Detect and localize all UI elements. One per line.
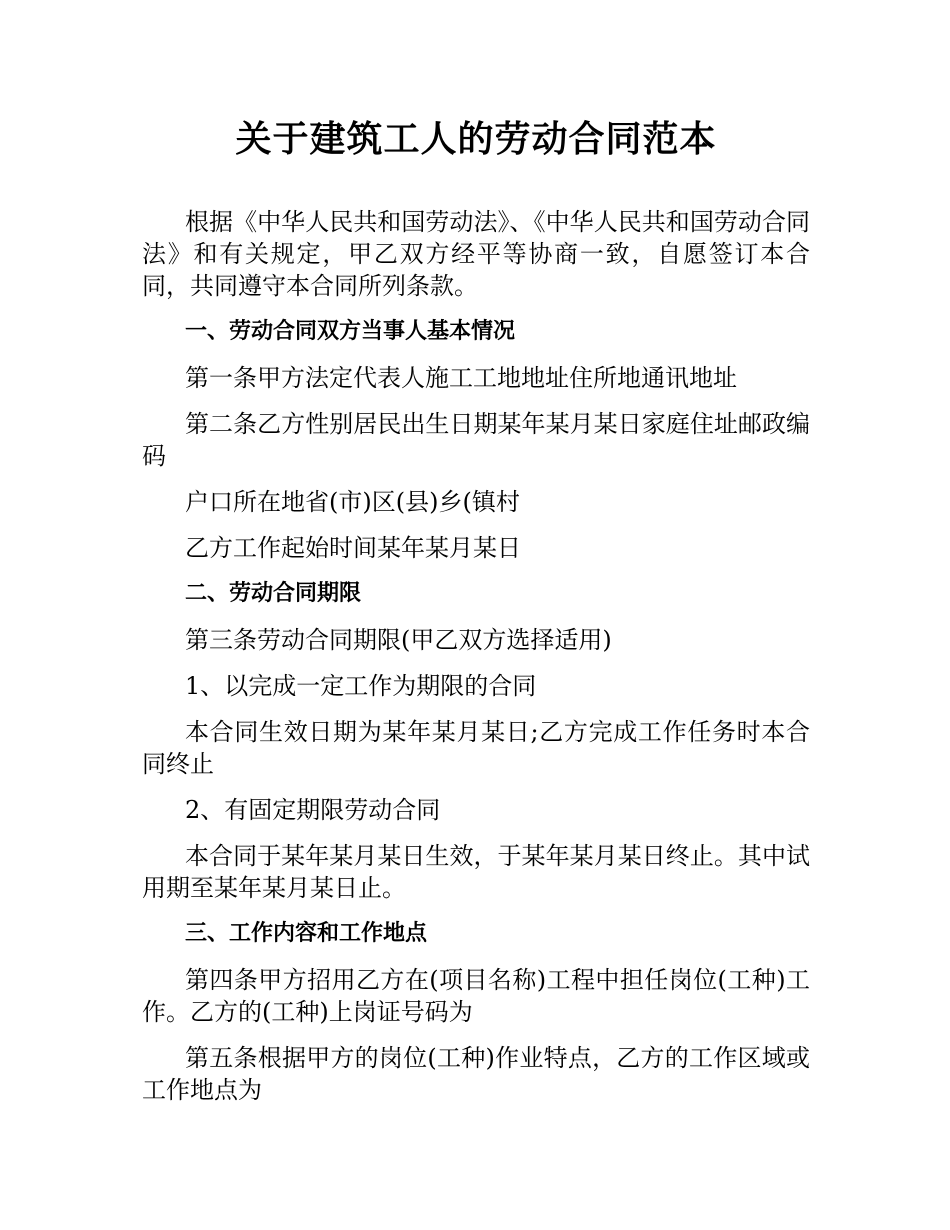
paragraph-article-3: 第三条劳动合同期限(甲乙双方选择适用) <box>185 626 612 654</box>
paragraph-option-2: 2、有固定期限劳动合同 <box>185 796 441 824</box>
paragraph-article-1: 第一条甲方法定代表人施工工地地址住所地通讯地址 <box>185 364 737 392</box>
paragraph-option-1-detail: 本合同生效日期为某年某月某日;乙方完成工作任务时本合同终止 <box>142 718 810 778</box>
section-heading-1: 一、劳动合同双方当事人基本情况 <box>185 319 516 344</box>
paragraph-article-4: 第四条甲方招用乙方在(项目名称)工程中担任岗位(工种)工作。乙方的(工种)上岗证号码为 <box>142 966 810 1026</box>
paragraph-article-5: 第五条根据甲方的岗位(工种)作业特点，乙方的工作区域或工作地点为 <box>142 1044 810 1104</box>
paragraph-preamble: 根据《中华人民共和国劳动法》、《中华人民共和国劳动合同法》和有关规定，甲乙双方经平等协商一致，自愿签订本合同，共同遵守本合同所列条款。 <box>142 208 810 300</box>
document-page <box>142 112 810 1120</box>
paragraph-option-1: 1、以完成一定工作为期限的合同 <box>185 672 537 700</box>
document-title: 关于建筑工人的劳动合同范本 <box>235 119 717 160</box>
paragraph-start-date: 乙方工作起始时间某年某月某日 <box>185 534 521 562</box>
paragraph-option-2-detail: 本合同于某年某月某日生效，于某年某月某日终止。其中试用期至某年某月某日止。 <box>142 842 810 902</box>
paragraph-hukou: 户口所在地省(市)区(县)乡(镇村 <box>185 488 520 516</box>
section-heading-2: 二、劳动合同期限 <box>185 581 362 606</box>
section-heading-3: 三、工作内容和工作地点 <box>185 921 428 946</box>
paragraph-article-2: 第二条乙方性别居民出生日期某年某月某日家庭住址邮政编码 <box>142 410 810 470</box>
